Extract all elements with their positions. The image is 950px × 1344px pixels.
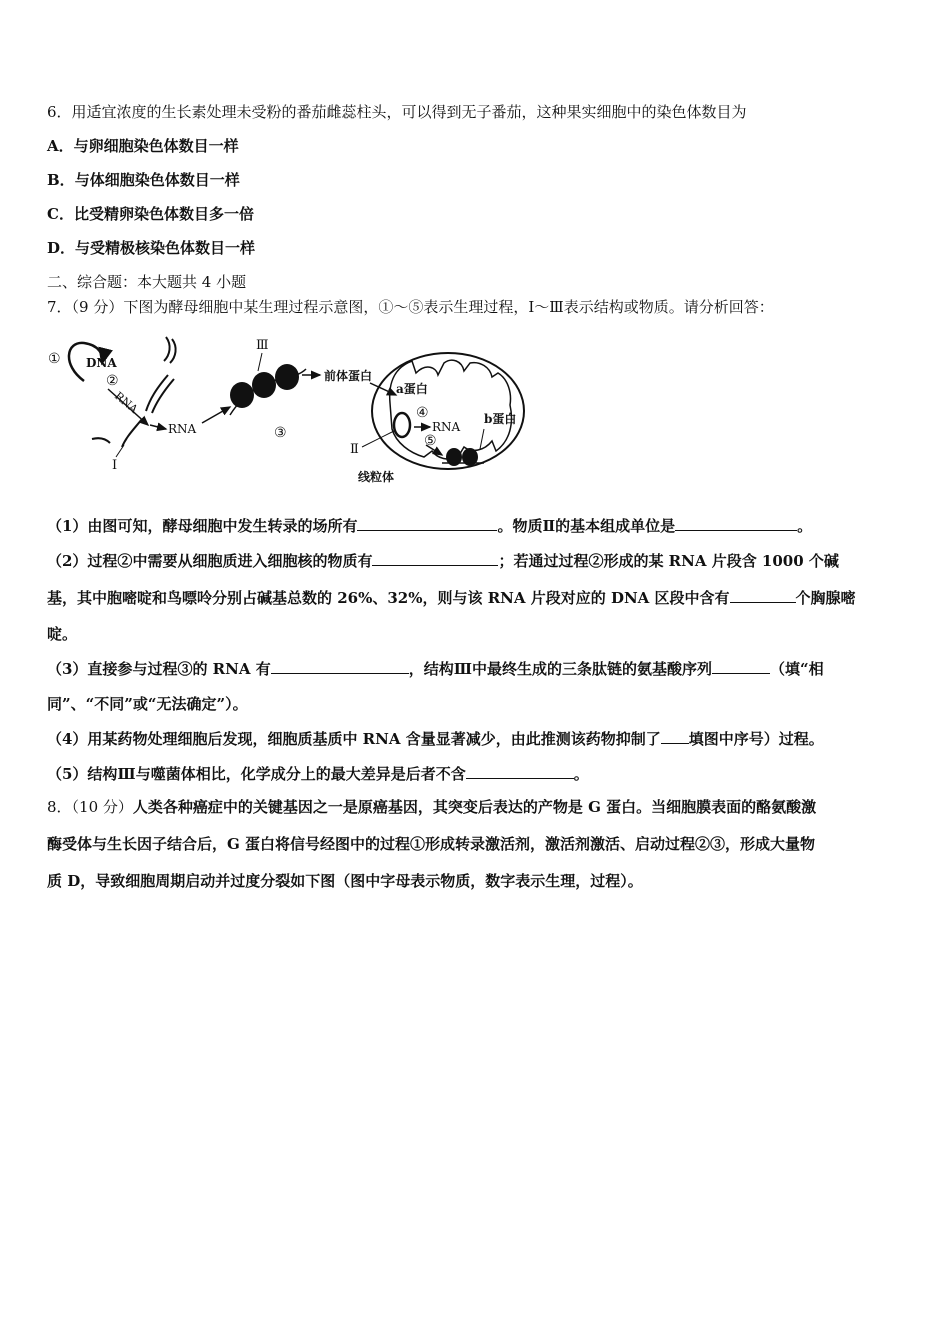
q6-option-a — [47, 136, 239, 156]
label-structure-2: Ⅱ — [350, 442, 359, 457]
label-rna-2: RNA — [432, 420, 461, 434]
label-structure-1: Ⅰ — [112, 458, 118, 473]
text-segment: （2）过程②中需要从细胞质进入细胞核的物质有 — [47, 552, 373, 570]
text-segment: 基，其中胞嘧啶和鸟嘌呤分别占碱基总数的 26%、32%，则与该 RNA 片段对应的 DNA 区段中含有 — [47, 589, 730, 607]
label-precursor-protein: 前体蛋白 — [324, 369, 373, 383]
option-text: 与受精极核染色体数目一样 — [75, 239, 256, 257]
text-segment: 。物质Ⅱ的基本组成单位是 — [497, 517, 676, 535]
q8-line1 — [47, 797, 816, 817]
label-process-2: ② — [106, 373, 119, 389]
answer-blank[interactable] — [712, 658, 770, 674]
q7-sub2-line2 — [47, 587, 856, 608]
q7-sub1 — [47, 515, 812, 536]
label-rna-1: RNA — [168, 422, 197, 436]
q8-line2: 酶受体与生长因子结合后，G 蛋白将信号经图中的过程①形成转录激活剂，激活剂激活、启动过程②③，形成大量物 — [47, 835, 816, 853]
ribosome — [252, 372, 276, 398]
label-structure-3: Ⅲ — [256, 338, 269, 353]
text-segment: ，结构Ⅲ中最终生成的三条肽链的氨基酸序列 — [408, 660, 712, 678]
answer-blank[interactable] — [730, 587, 796, 603]
text-segment: （5）结构Ⅲ与噬菌体相比，化学成分上的最大差异是后者不含 — [47, 765, 466, 783]
answer-blank[interactable] — [661, 728, 689, 744]
nuclear-envelope — [170, 339, 176, 363]
pointer-line — [116, 445, 124, 457]
q7-sub5 — [47, 763, 589, 784]
text-segment: 。 — [797, 517, 813, 535]
label-process-1: ① — [48, 351, 61, 367]
q6-option-c — [47, 204, 254, 224]
q7-sub2-line3: 啶。 — [47, 625, 78, 643]
q7-sub4 — [47, 728, 824, 749]
answer-blank[interactable] — [466, 763, 574, 779]
label-b-protein: b蛋白 — [484, 412, 517, 426]
text-segment: 填图中序号）过程。 — [688, 730, 824, 748]
text-segment: （3）直接参与过程③的 RNA 有 — [47, 660, 271, 678]
label-process-5: ⑤ — [424, 433, 437, 449]
nuclear-envelope — [152, 379, 174, 413]
ribosome — [230, 382, 254, 408]
nuclear-envelope — [92, 438, 110, 443]
q7-stem: 7．（9 分）下图为酵母细胞中某生理过程示意图，①～⑤表示生理过程，Ⅰ～Ⅲ表示结构或物质。请分析回答： — [47, 298, 774, 316]
import-arrow — [370, 383, 396, 395]
nuclear-envelope — [164, 337, 170, 361]
answer-blank[interactable] — [675, 515, 797, 531]
text-segment: 个胸腺嘧 — [795, 589, 856, 607]
option-text: 与体细胞染色体数目一样 — [74, 171, 240, 189]
text-segment: （4）用某药物处理细胞后发现，细胞质基质中 RNA 含量显著减少，由此推测该药物抑制了 — [47, 730, 661, 748]
text-segment: 人类各种癌症中的关键基因之一是原癌基因，其突变后表达的产物是 G 蛋白。当细胞膜表面的酪氨酸激 — [132, 798, 817, 816]
option-letter: A． — [47, 137, 74, 155]
ribosome — [275, 364, 299, 390]
option-text: 与卵细胞染色体数目一样 — [73, 137, 239, 155]
label-process-4: ④ — [416, 405, 429, 421]
option-letter: B． — [47, 171, 75, 189]
q8-line3: 质 D，导致细胞周期启动并过度分裂如下图（图中字母表示物质，数字表示生理，过程）。 — [47, 872, 643, 890]
text-segment: ；若通过过程②形成的某 RNA 片段含 1000 个碱 — [498, 552, 839, 570]
answer-blank[interactable] — [357, 515, 497, 531]
q7-sub2-line1 — [47, 550, 839, 571]
label-mitochondrion: 线粒体 — [358, 470, 395, 484]
mito-dna-ring — [394, 413, 410, 437]
section-heading: 二、综合题：本大题共 4 小题 — [47, 273, 247, 291]
yeast-process-diagram — [44, 333, 534, 493]
nuclear-envelope — [146, 375, 168, 411]
label-process-3: ③ — [274, 425, 287, 441]
text-segment: 。 — [573, 765, 589, 783]
q7-sub3-line1 — [47, 658, 824, 679]
nuclear-envelope — [122, 419, 142, 447]
q6-stem: 6．用适宜浓度的生长素处理未受粉的番茄雌蕊柱头，可以得到无子番茄，这种果实细胞中的染色体数目为 — [47, 103, 747, 121]
mitochondrion-cristae — [390, 360, 512, 459]
option-letter: D． — [47, 239, 76, 257]
pointer-line — [258, 353, 262, 371]
rna-to-ribosome-arrow — [202, 407, 230, 423]
answer-blank[interactable] — [271, 658, 409, 674]
q6-option-d — [47, 238, 255, 258]
label-rna-slant: RNA — [112, 389, 141, 416]
pointer-line — [480, 429, 484, 449]
label-a-protein: a蛋白 — [396, 382, 428, 396]
text-segment: （填“相 — [769, 660, 824, 678]
q7-sub3-line2: 同”、“不同”或“无法确定”）。 — [47, 695, 248, 713]
label-dna: DNA — [86, 356, 117, 370]
option-letter: C． — [47, 205, 74, 223]
q6-option-b — [47, 170, 240, 190]
question-number: 8．（10 分） — [47, 798, 133, 816]
rna-arrow — [150, 425, 166, 429]
option-text: 比受精卵染色体数目多一倍 — [73, 205, 254, 223]
text-segment: （1）由图可知，酵母细胞中发生转录的场所有 — [47, 517, 358, 535]
answer-blank[interactable] — [372, 550, 498, 566]
